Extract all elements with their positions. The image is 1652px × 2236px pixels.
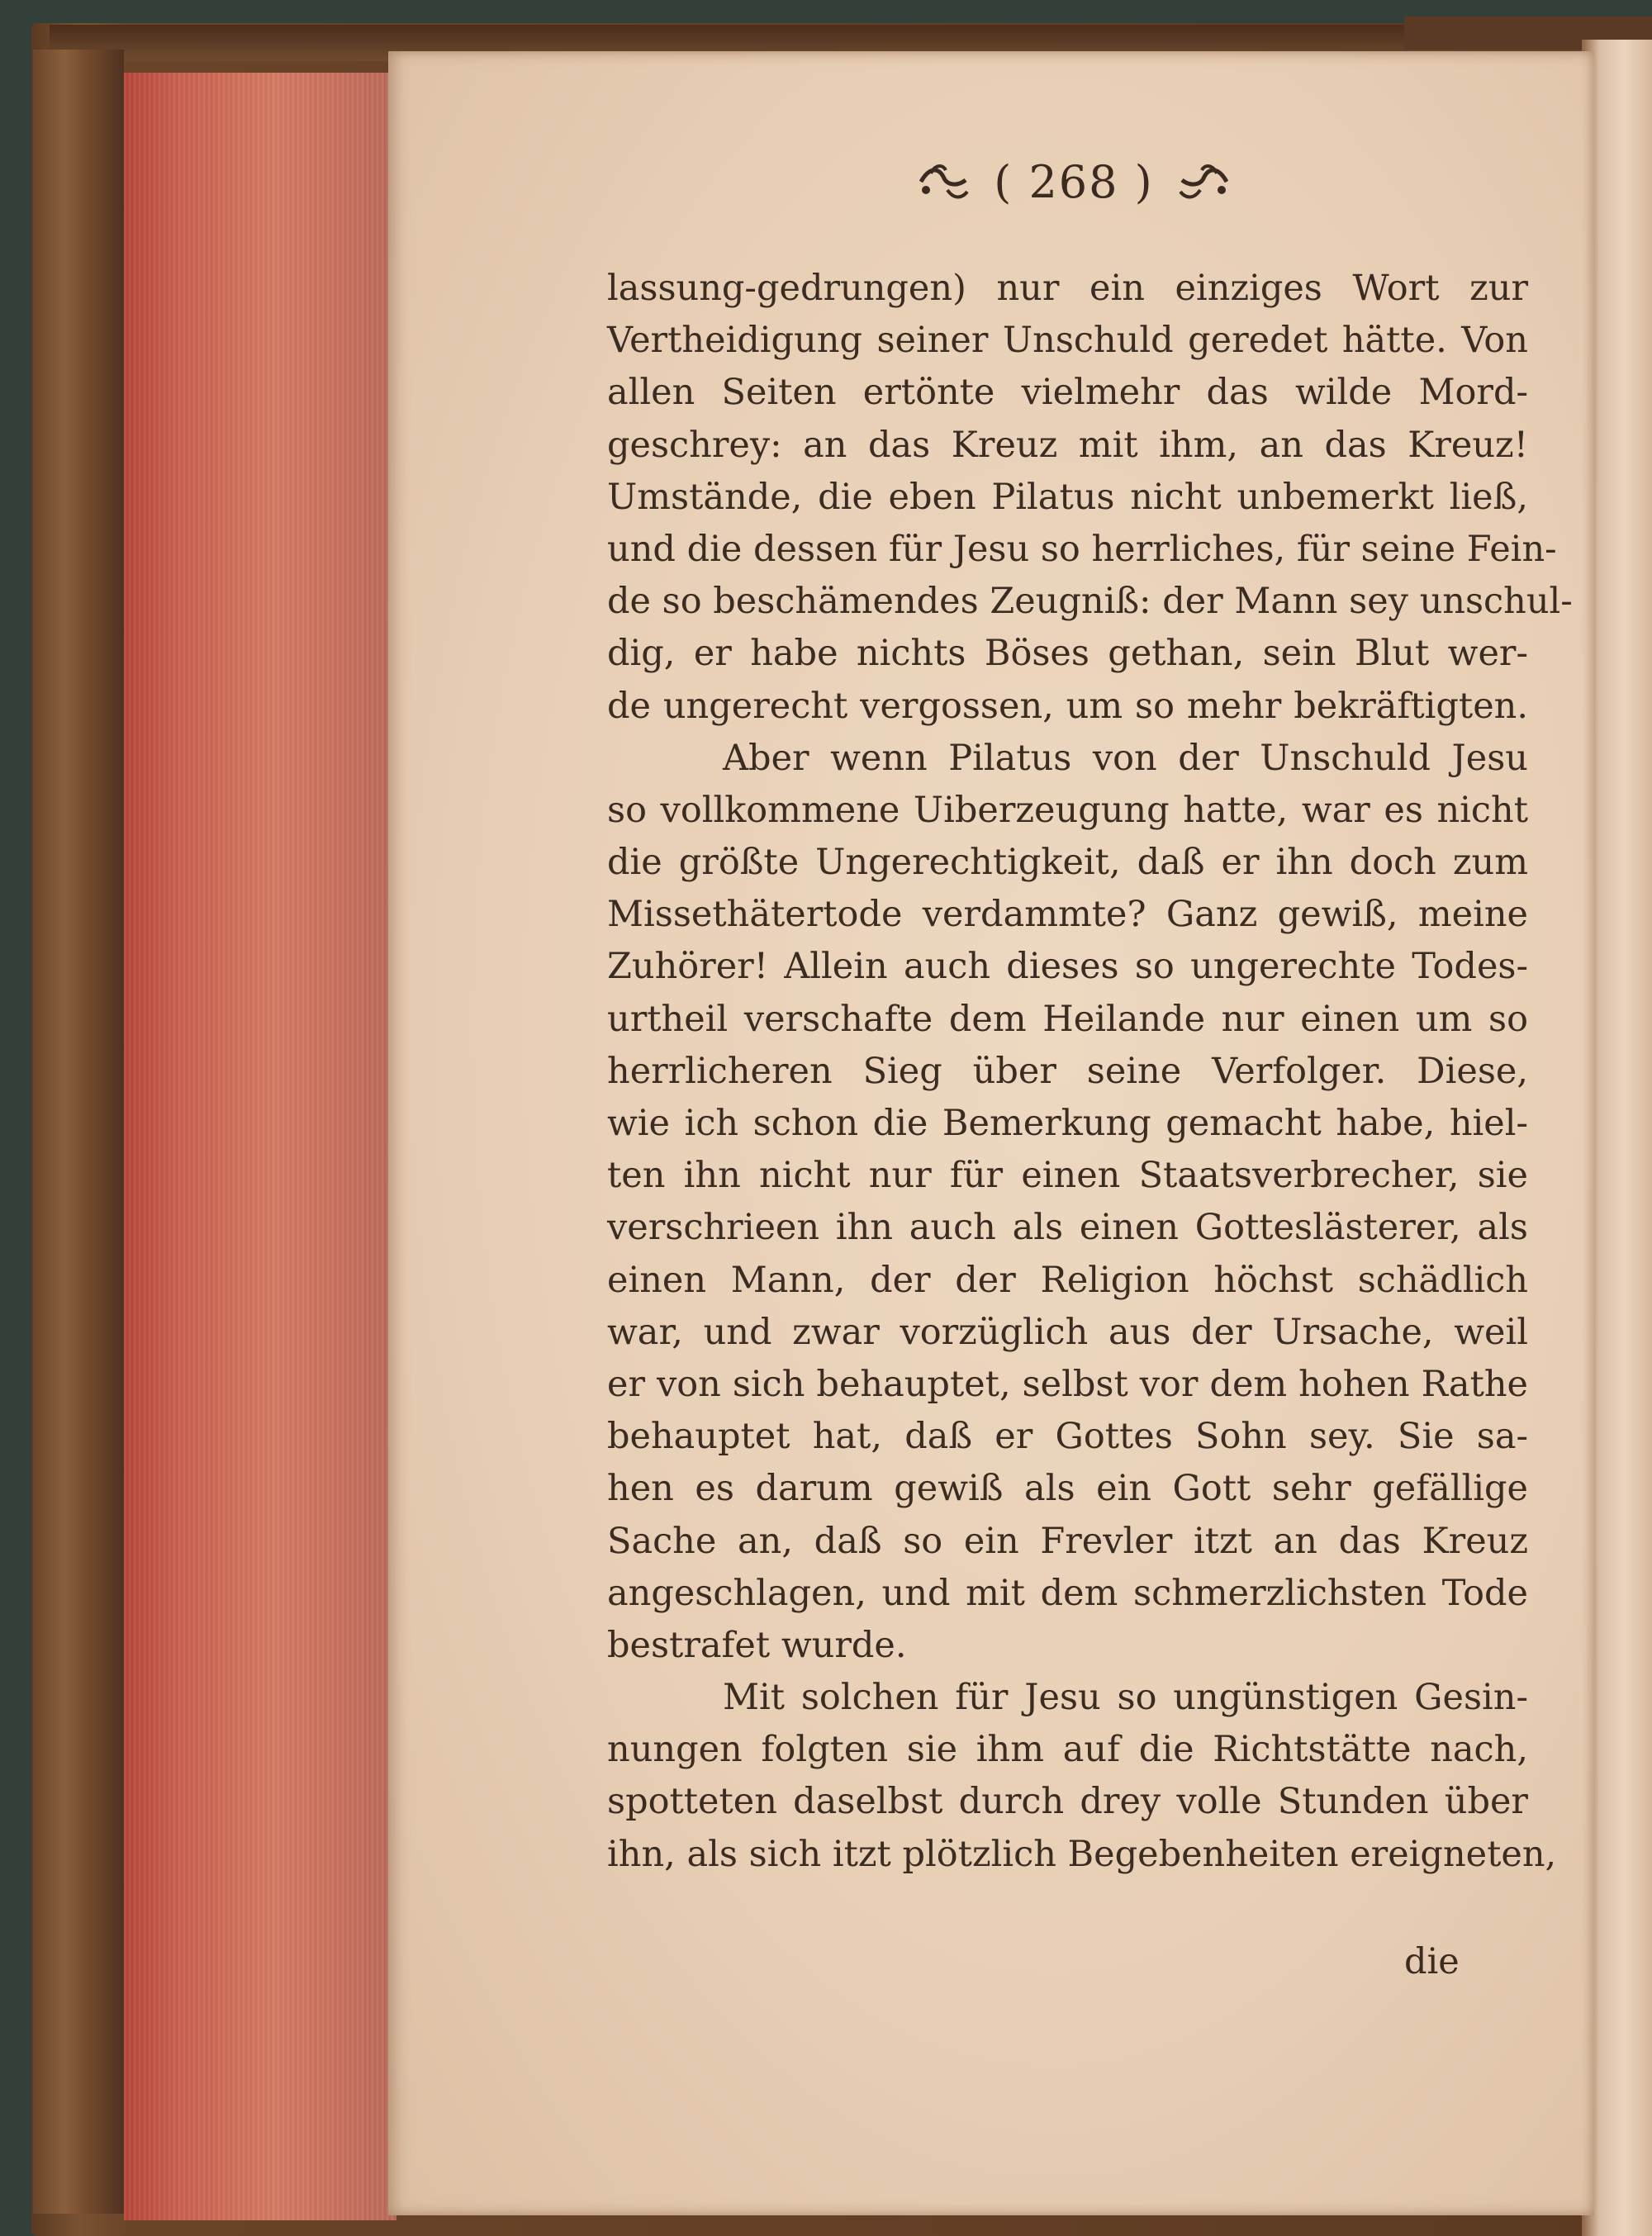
- text-line: Missethätertode verdammte? Ganz gewiß, meine: [607, 894, 1528, 936]
- left-ornament-icon: [914, 157, 972, 207]
- text-line: Sache an, daß so ein Frevler itzt an das Kreuz: [607, 1520, 1528, 1562]
- text-line: behauptet hat, daß er Gottes Sohn sey. Sie sa-: [607, 1416, 1528, 1458]
- text-line: ten ihn nicht nur für einen Staatsverbrecher, sie: [607, 1155, 1528, 1197]
- text-line: allen Seiten ertönte vielmehr das wilde Mord-: [607, 372, 1528, 414]
- paragraph-end-line: bestrafet wurde.: [607, 1624, 907, 1666]
- running-head: [859, 149, 1289, 215]
- paragraph-start-line: Mit solchen für Jesu so ungünstigen Gesin-: [723, 1677, 1528, 1719]
- text-line: er von sich behauptet, selbst vor dem hohen Rathe: [607, 1363, 1528, 1405]
- right-ornament-icon: [1175, 157, 1233, 207]
- text-line: nungen folgten sie ihm auf die Richtstätte nach,: [607, 1729, 1528, 1771]
- text-line: die größte Ungerechtigkeit, daß er ihn doch zum: [607, 842, 1528, 884]
- text-line: geschrey: an das Kreuz mit ihm, an das Kreuz!: [607, 424, 1528, 466]
- text-line: einen Mann, der der Religion höchst schädlich: [607, 1259, 1528, 1301]
- body-text: [607, 263, 1573, 1881]
- text-line: Vertheidigung seiner Unschuld geredet hätte. Von: [607, 320, 1528, 362]
- text-line: herrlicheren Sieg über seine Verfolger. Diese,: [607, 1050, 1528, 1092]
- text-line: lassung-gedrungen) nur ein einziges Wort zur: [607, 268, 1528, 309]
- text-line: verschrieen ihn auch als einen Gotteslästerer, als: [607, 1207, 1528, 1249]
- text-line: so vollkommene Uiberzeugung hatte, war es nicht: [607, 789, 1528, 831]
- catchword: die: [1404, 1941, 1460, 1982]
- text-line: und die dessen für Jesu so herrliches, für seine Fein-: [607, 528, 1557, 570]
- cover-spine-strip: [33, 50, 124, 2214]
- text-line: spotteten daselbst durch drey volle Stunden über: [607, 1781, 1528, 1823]
- text-line: wie ich schon die Bemerkung gemacht habe, hiel-: [607, 1103, 1528, 1144]
- red-page-edges: [124, 73, 396, 2220]
- text-line: urtheil verschafte dem Heilande nur einen um so: [607, 998, 1528, 1040]
- paragraph-start-line: Aber wenn Pilatus von der Unschuld Jesu: [723, 737, 1528, 779]
- text-line: dig, er habe nichts Böses gethan, sein Blut wer-: [607, 633, 1528, 675]
- text-line: de so beschämendes Zeugniß: der Mann sey unschul-: [607, 581, 1573, 623]
- text-line: de ungerecht vergossen, um so mehr bekräftigten.: [607, 685, 1528, 727]
- text-line: war, und zwar vorzüglich aus der Ursache, weil: [607, 1311, 1528, 1353]
- text-line: angeschlagen, und mit dem schmerzlichsten Tode: [607, 1572, 1528, 1614]
- page-number: ( 268 ): [994, 155, 1154, 208]
- text-line: ihn, als sich itzt plötzlich Begebenheiten ereigneten,: [607, 1833, 1557, 1875]
- text-line: hen es darum gewiß als ein Gott sehr gefällige: [607, 1468, 1528, 1510]
- text-line: Zuhörer! Allein auch dieses so ungerechte Todes-: [607, 946, 1528, 988]
- text-line: Umstände, die eben Pilatus nicht unbemerkt ließ,: [607, 476, 1528, 518]
